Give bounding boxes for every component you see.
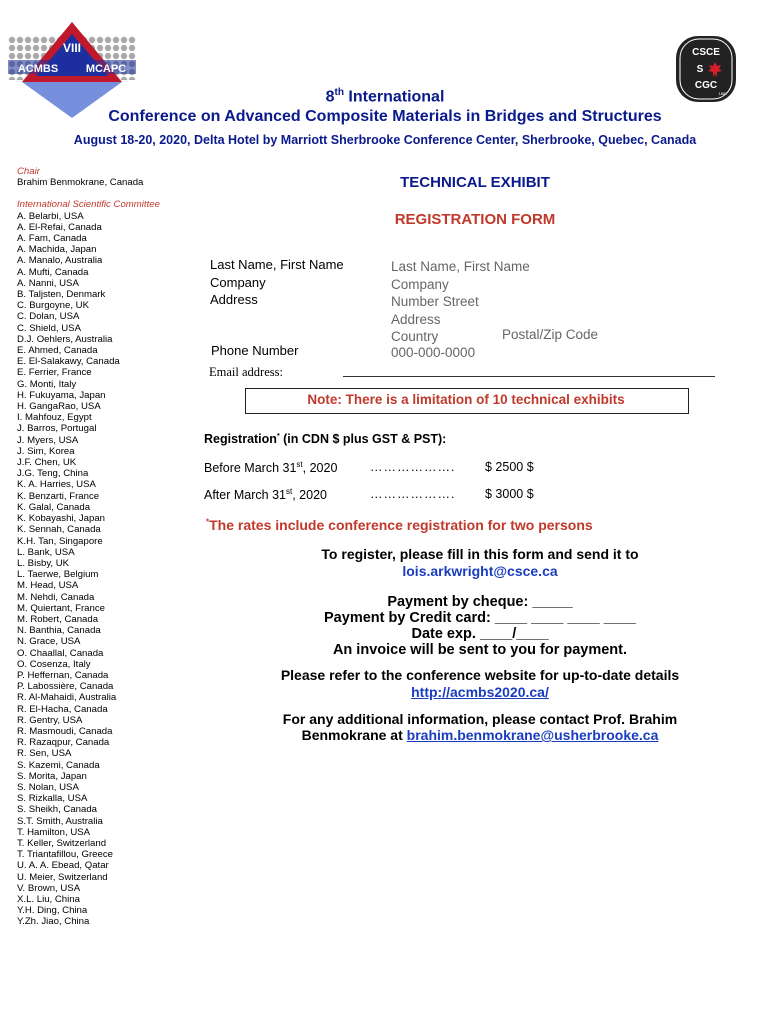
logo-acronym1-text: ACMBS: [17, 63, 59, 75]
email-label: Email address:: [209, 365, 283, 379]
committee-member: S.T. Smith, Australia: [17, 815, 103, 827]
svg-text:S: S: [696, 64, 704, 75]
committee-member: J. Myers, USA: [17, 434, 79, 446]
committee-member: K. Kobayashi, Japan: [17, 513, 106, 525]
website-link[interactable]: http://acmbs2020.ca/: [411, 684, 549, 700]
contact-email-link[interactable]: brahim.benmokrane@usherbrooke.ca: [406, 727, 659, 743]
committee-member: K. Benzarti, France: [17, 490, 100, 502]
committee-member: B. Taljsten, Denmark: [17, 289, 106, 301]
rates-note: *The rates include conference registration for two persons: [206, 517, 593, 533]
committee-member: S. Kazemi, Canada: [17, 759, 100, 771]
committee-member: J. Barros, Portugal: [17, 423, 97, 435]
committee-member: O. Cosenza, Italy: [17, 658, 91, 670]
committee-member: I. Mahfouz, Egypt: [17, 412, 92, 424]
logo-roman-text: VIII: [62, 41, 82, 55]
svg-text:CSCE: CSCE: [692, 47, 720, 58]
committee-member: N. Banthia, Canada: [17, 625, 101, 637]
committee-member: P. Heffernan, Canada: [17, 669, 109, 681]
committee-member: X.L. Liu, China: [17, 894, 80, 905]
committee-member: R. El-Hacha, Canada: [17, 703, 108, 715]
committee-member: R. Razaqpur, Canada: [17, 737, 110, 749]
register-instruction: To register, please fill in this form and send it to: [321, 546, 639, 562]
committee-member: L. Taerwe, Belgium: [17, 569, 99, 581]
committee-member: R. Masmoudi, Canada: [17, 725, 113, 737]
committee-member: E. Ferrier, France: [17, 367, 92, 379]
committee-member: A. Fam, Canada: [17, 233, 87, 245]
svg-text:CGC: CGC: [694, 80, 718, 91]
committee-member: A. Belarbi, USA: [17, 210, 84, 222]
registration-heading: Registration* (in CDN $ plus GST & PST):: [204, 432, 447, 446]
committee-member: A. Mufti, Canada: [17, 266, 89, 278]
committee-member: A. El-Refai, Canada: [17, 221, 102, 233]
committee-member: A. Nanni, USA: [17, 277, 79, 289]
conference-title-line1: 8th International: [325, 87, 445, 106]
technical-exhibit-heading: TECHNICAL EXHIBIT: [400, 174, 550, 191]
logo-acronym2-text: MCAPC: [85, 63, 127, 75]
committee-member: M. Nehdi, Canada: [17, 591, 95, 603]
committee-member: Y.Zh. Jiao, China: [17, 916, 90, 928]
committee-member: K. A. Harries, USA: [17, 479, 96, 491]
committee-member: R. Sen, USA: [17, 748, 72, 760]
registration-form-heading: REGISTRATION FORM: [394, 211, 556, 228]
email-field[interactable]: [343, 376, 715, 377]
company-label: Company: [210, 274, 266, 290]
committee-member: M. Robert, Canada: [17, 613, 99, 625]
committee-member: A. Machida, Japan: [17, 244, 97, 256]
svg-text:1887: 1887: [718, 91, 728, 96]
committee-member: R. Gentry, USA: [17, 714, 83, 726]
committee-member: M. Quiertant, France: [17, 602, 105, 614]
committee-member: T. Hamilton, USA: [17, 826, 91, 838]
chair-name: Brahim Benmokrane, Canada: [17, 177, 144, 189]
committee-member: J. Sim, Korea: [17, 445, 75, 457]
committee-member: R. Al-Mahaidi, Australia: [17, 692, 117, 704]
committee-member: J.G. Teng, China: [17, 468, 89, 480]
committee-member: C. Dolan, USA: [17, 311, 80, 323]
committee-member: T. Keller, Switzerland: [17, 837, 107, 849]
address-field[interactable]: Address: [391, 311, 441, 327]
payment-cheque: Payment by cheque: _____: [387, 594, 573, 610]
committee-member: M. Head, USA: [17, 580, 79, 592]
contact-instruction: For any additional information, please contact Prof. Brahim: [282, 711, 678, 727]
rate-row-before-dots: ……………….: [370, 460, 456, 474]
committee-member: Y.H. Ding, China: [17, 905, 88, 917]
committee-member: L. Bisby, UK: [17, 557, 70, 569]
committee-member: T. Triantafillou, Greece: [17, 849, 113, 861]
card-expiry: Date exp. ____/____: [411, 626, 549, 642]
committee-member: O. Chaallal, Canada: [17, 647, 104, 659]
committee-member: E. El-Salakawy, Canada: [17, 356, 120, 368]
committee-member: G. Monti, Italy: [17, 378, 77, 390]
committee-member: K.H. Tan, Singapore: [17, 535, 103, 547]
chair-heading: Chair: [17, 166, 40, 177]
committee-member: D.J. Oehlers, Australia: [17, 333, 113, 345]
committee-member: V. Brown, USA: [17, 882, 81, 894]
rate-row-after-dots: ……………….: [370, 487, 456, 501]
committee-member: K. Sennah, Canada: [17, 524, 101, 536]
contact-line2: Benmokrane at brahim.benmokrane@usherbrooke.ca: [301, 727, 659, 743]
rate-row-before: Before March 31st, 2020: [204, 460, 338, 476]
committee-member: E. Ahmed, Canada: [17, 345, 98, 357]
committee-member: H. Fukuyama, Japan: [17, 389, 106, 401]
name-label: Last Name, First Name: [210, 257, 344, 272]
committee-member: S. Morita, Japan: [17, 770, 87, 782]
address-label: Address: [210, 292, 258, 307]
rate-row-after-price: $ 3000 $: [485, 487, 534, 501]
committee-member: C. Shield, USA: [17, 322, 81, 334]
committee-sidebar: [17, 166, 192, 928]
committee-member: S. Nolan, USA: [17, 781, 79, 793]
conference-title-line2: Conference on Advanced Composite Materials in Bridges and Structures: [108, 108, 662, 125]
postal-field[interactable]: Postal/Zip Code: [502, 327, 599, 342]
phone-field[interactable]: 000-000-0000: [391, 345, 476, 360]
country-field[interactable]: Country: [391, 329, 439, 344]
website-instruction: Please refer to the conference website for up-to-date details: [280, 667, 680, 683]
committee-member: L. Bank, USA: [17, 546, 75, 558]
committee-member: P. Labossière, Canada: [17, 681, 114, 693]
phone-label: Phone Number: [211, 343, 299, 358]
committee-member: H. GangaRao, USA: [17, 401, 101, 413]
committee-member: U. Meier, Switzerland: [17, 871, 108, 883]
committee-member: K. Galal, Canada: [17, 501, 91, 513]
committee-list: [17, 211, 192, 928]
conference-subtitle: August 18-20, 2020, Delta Hotel by Marriott Sherbrooke Conference Center, Sherbrooke, Quebec, Canada: [73, 133, 697, 147]
invoice-notice: An invoice will be sent to you for payment.: [332, 642, 628, 658]
committee-member: C. Burgoyne, UK: [17, 300, 89, 312]
limitation-note: Note: There is a limitation of 10 technical exhibits: [307, 392, 625, 407]
committee-member: J.F. Chen, UK: [17, 457, 77, 469]
committee-member: S. Rizkalla, USA: [17, 793, 88, 805]
committee-member: N. Grace, USA: [17, 636, 81, 648]
rate-row-before-price: $ 2500 $: [485, 460, 534, 474]
form-labels: [210, 256, 344, 309]
payment-card: Payment by Credit card: ____ ____ ____ ____: [324, 610, 636, 626]
committee-member: U. A. A. Ebead, Qatar: [17, 860, 109, 872]
committee-member: A. Manalo, Australia: [17, 255, 103, 267]
street-field[interactable]: Number Street: [391, 294, 479, 309]
committee-member: S. Sheikh, Canada: [17, 804, 98, 816]
committee-heading: International Scientific Committee: [17, 199, 160, 211]
rate-row-after: After March 31st, 2020: [204, 487, 327, 503]
name-field[interactable]: Last Name, First Name: [391, 259, 530, 274]
website-link-wrap: [195, 684, 765, 700]
register-email[interactable]: lois.arkwright@csce.ca: [402, 563, 558, 579]
company-field[interactable]: Company: [391, 276, 449, 292]
